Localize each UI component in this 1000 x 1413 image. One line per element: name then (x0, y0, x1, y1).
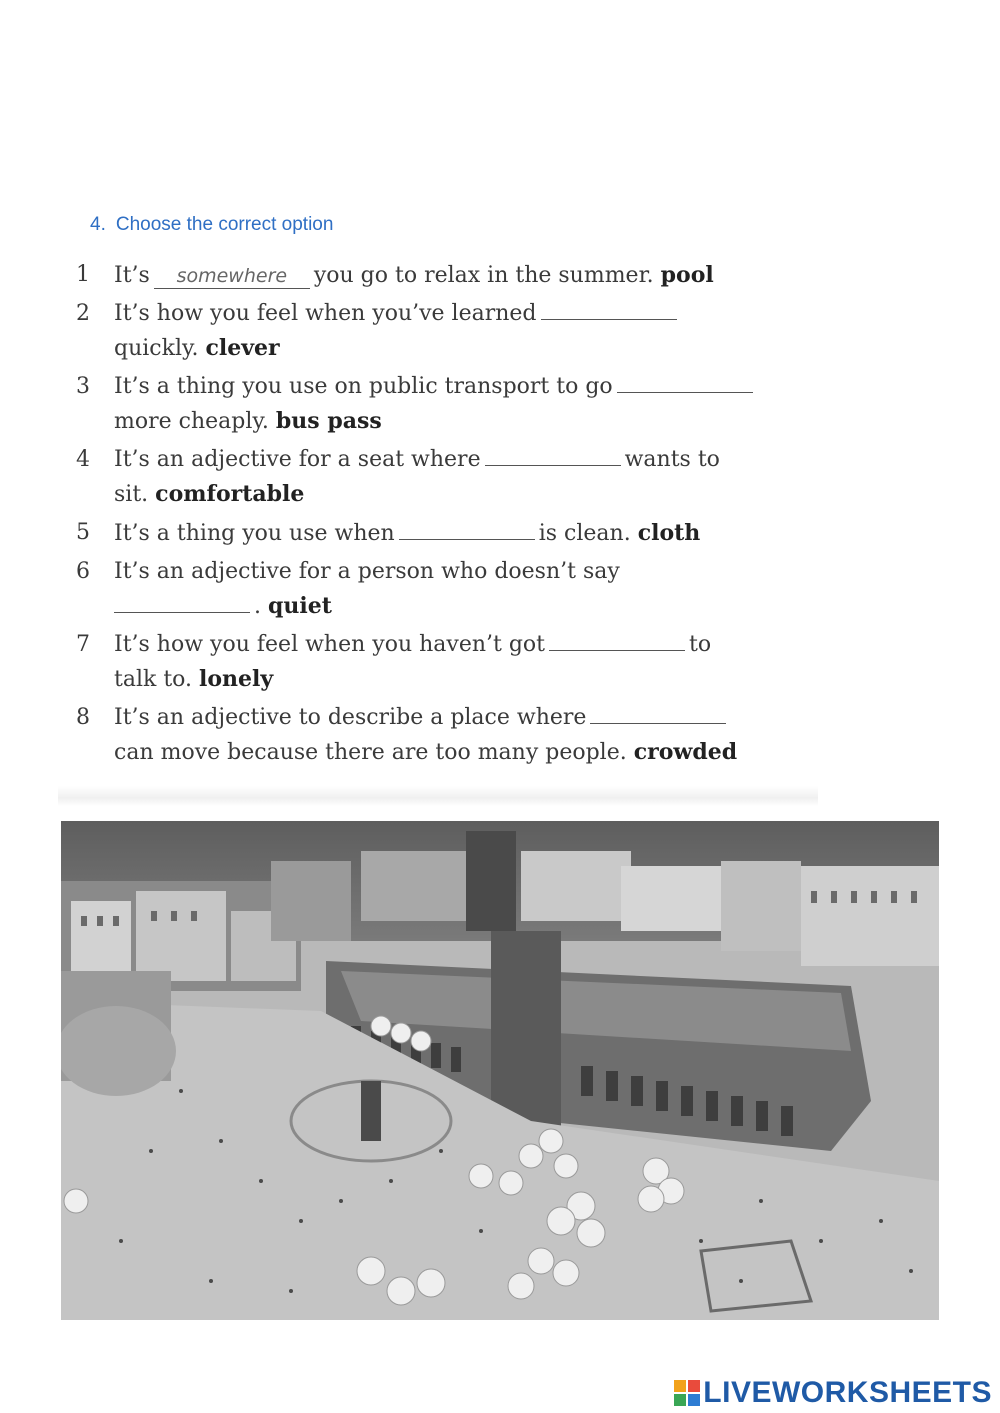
liveworksheets-text: LIVEWORKSHEETS (703, 1376, 992, 1409)
answer-blank[interactable] (549, 628, 685, 651)
item-text: It’s an adjective for a seat where (114, 447, 481, 472)
key-word: cloth (637, 520, 701, 546)
item-text: can move because there are too many people. (114, 740, 627, 765)
key-word: quiet (268, 593, 332, 619)
answer-blank[interactable] (617, 370, 753, 393)
item-text: It’s (114, 263, 150, 288)
item-number: 3 (76, 374, 90, 399)
item-number: 8 (76, 705, 90, 730)
key-word: pool (660, 262, 714, 288)
item-text: . (254, 594, 261, 619)
item-number: 5 (76, 520, 90, 545)
exercise-item-2 (76, 297, 796, 366)
item-number: 4 (76, 447, 90, 472)
item-number: 6 (76, 559, 90, 584)
key-word: bus pass (275, 408, 382, 434)
item-text: It’s how you feel when you’ve learned (114, 301, 537, 326)
key-word: crowded (633, 739, 738, 765)
answer-blank[interactable] (590, 701, 726, 724)
exercise-item-7 (76, 628, 796, 697)
example-answer: somewhere (154, 264, 310, 289)
exercise-instruction: Choose the correct option (115, 214, 334, 235)
liveworksheets-icon (673, 1379, 701, 1407)
item-number: 2 (76, 301, 90, 326)
answer-blank[interactable] (399, 517, 535, 540)
item-text: It’s how you feel when you haven’t got (114, 632, 546, 657)
answer-blank[interactable] (541, 297, 677, 320)
exercise-item-6 (76, 555, 796, 624)
item-text: sit. (114, 482, 149, 507)
key-word: comfortable (155, 481, 305, 507)
item-text: It’s a thing you use on public transport to go (114, 374, 613, 399)
item-text: It’s an adjective to describe a place where (114, 705, 587, 730)
exercise-item-5 (76, 516, 796, 551)
item-number: 7 (76, 632, 90, 657)
exercise-heading (90, 214, 343, 236)
key-word: clever (205, 335, 280, 361)
item-text: It’s a thing you use when (114, 521, 395, 546)
exercise-item-8 (76, 701, 796, 770)
item-text: quickly. (114, 336, 199, 361)
town-square-photo (61, 821, 939, 1320)
exercise-list (76, 258, 796, 770)
item-number: 1 (76, 262, 90, 287)
key-word: lonely (199, 666, 274, 692)
item-text: is clean. (538, 521, 631, 546)
item-text: It’s an adjective for a person who doesn’t say (114, 559, 620, 584)
answer-blank[interactable] (485, 443, 621, 466)
liveworksheets-logo (673, 1376, 992, 1410)
exercise-item-4 (76, 443, 796, 512)
item-text: you go to relax in the summer. (313, 263, 654, 288)
item-text: to (689, 632, 712, 657)
item-text: talk to. (114, 667, 193, 692)
exercise-item-1 (76, 258, 796, 293)
exercise-item-3 (76, 370, 796, 439)
answer-blank[interactable] (114, 590, 250, 613)
item-text: wants to (624, 447, 720, 472)
scan-divider (58, 786, 818, 806)
item-text: more cheaply. (114, 409, 269, 434)
exercise-number: 4. (90, 214, 106, 235)
